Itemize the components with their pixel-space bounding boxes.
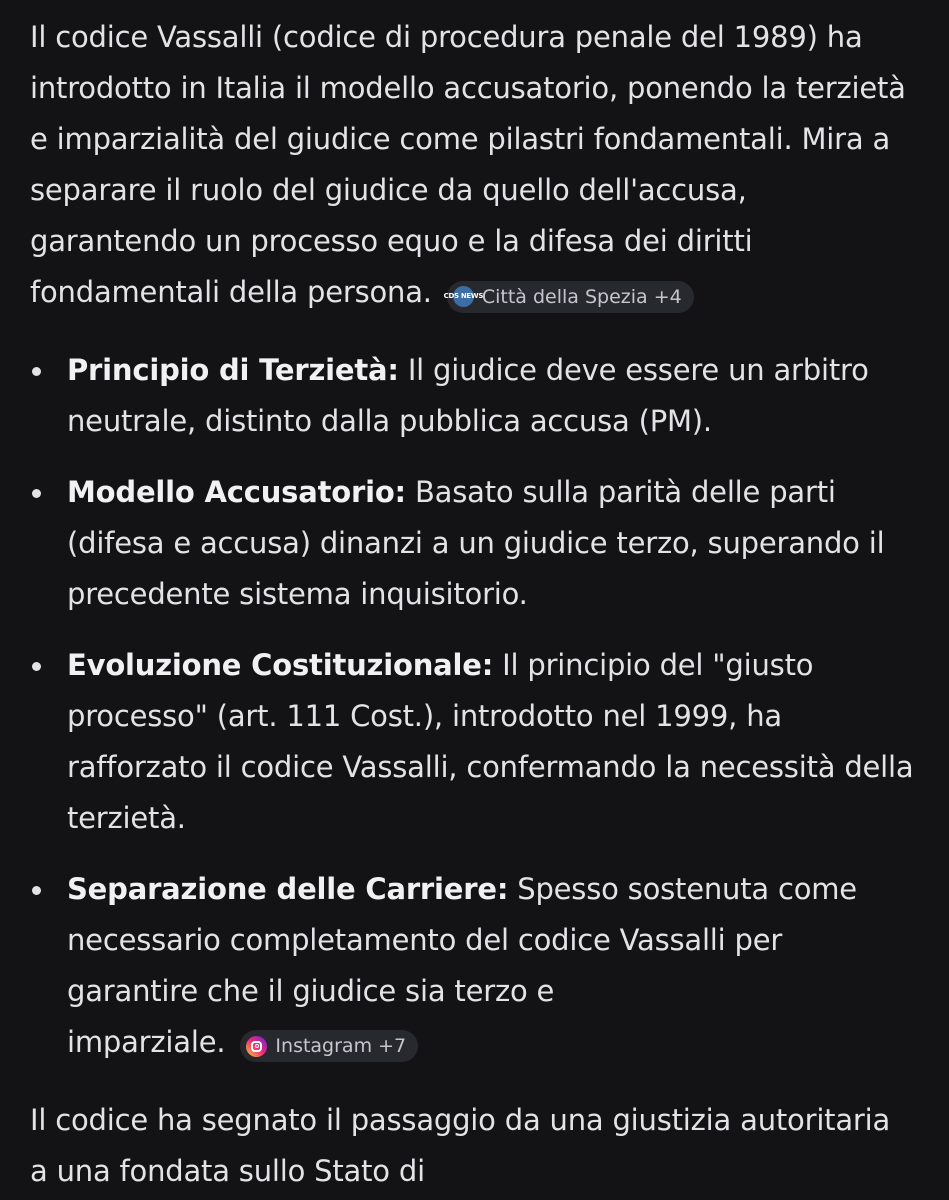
bullet-icon xyxy=(32,662,41,671)
list-item-term: Modello Accusatorio: xyxy=(67,475,406,509)
list-item-text: Il principio del "giusto processo" (art. 111 Cost.), introdotto nel 1999, ha rafforzato il codice Vassalli, confermando la necessità della terzietà. xyxy=(67,648,914,835)
list-item xyxy=(30,467,915,620)
source-chip-label: Instagram +7 xyxy=(275,1035,407,1057)
list-item xyxy=(30,345,915,447)
intro-text: Il codice Vassalli (codice di procedura penale del 1989) ha introdotto in Italia il modello accusatorio, ponendo la terzietà e imparzialità del giudice come pilastri fondamentali. Mira a separare il ruolo del giudice da quello dell'accusa, garantendo un processo equo e la difesa dei diritti fondamentali della persona. xyxy=(30,20,906,309)
list-item-text: Spesso sostenuta come necessario completamento del codice Vassalli per garantire che il giudice sia terzo e xyxy=(67,872,857,1008)
list-item-term: Principio di Terzietà: xyxy=(67,353,399,387)
source-chip-citta-della-spezia[interactable] xyxy=(443,281,694,313)
list-item xyxy=(30,640,915,844)
key-points-list xyxy=(30,345,915,1068)
source-chip-label: Città della Spezia +4 xyxy=(481,285,682,308)
bullet-icon xyxy=(32,489,41,498)
list-item-term: Evoluzione Costituzionale: xyxy=(67,648,494,682)
list-item-text-end: imparziale. xyxy=(67,1025,226,1059)
list-item xyxy=(30,864,915,1068)
list-item-term: Separazione delle Carriere: xyxy=(67,872,509,906)
intro-paragraph xyxy=(30,12,915,318)
source-chip-instagram[interactable] xyxy=(240,1030,418,1062)
response-content xyxy=(30,12,915,1197)
bullet-icon xyxy=(32,886,41,895)
closing-paragraph xyxy=(30,1095,915,1197)
news-logo-icon: CDS NEWS xyxy=(453,286,474,307)
closing-text: Il codice ha segnato il passaggio da una giustizia autoritaria a una fondata sullo Stato di xyxy=(30,1103,891,1188)
list-item-text: Il giudice deve essere un arbitro neutrale, distinto dalla pubblica accusa (PM). xyxy=(67,353,869,438)
list-item-text: Basato sulla parità delle parti (difesa e accusa) dinanzi a un giudice terzo, superando il precedente sistema inquisitorio. xyxy=(67,475,885,611)
instagram-icon xyxy=(246,1036,267,1057)
bullet-icon xyxy=(32,367,41,376)
